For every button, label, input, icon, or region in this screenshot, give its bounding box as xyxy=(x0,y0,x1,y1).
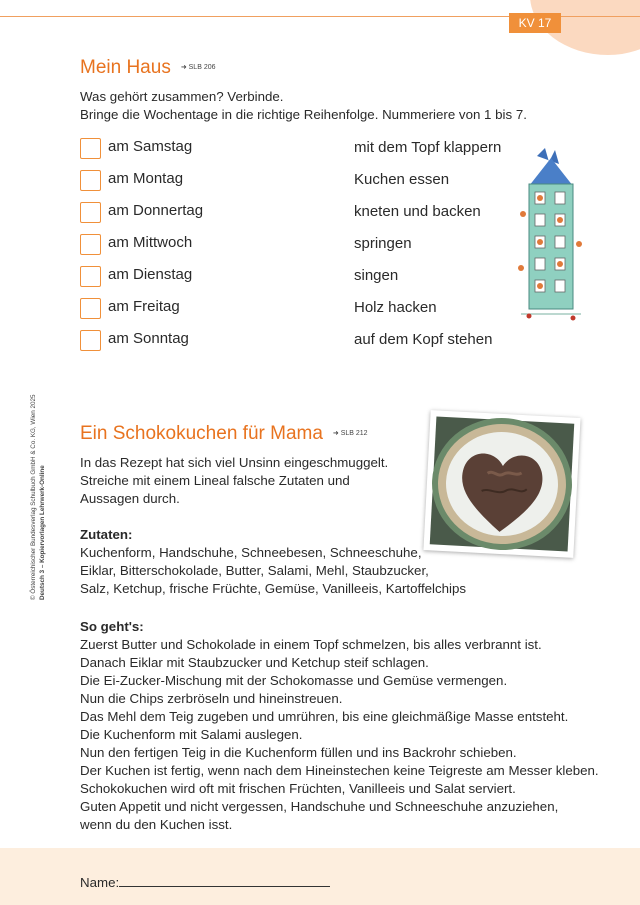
number-checkbox[interactable] xyxy=(80,234,101,255)
step-line: Nun den fertigen Teig in die Kuchenform füllen und ins Backrohr schieben. xyxy=(80,745,517,760)
step-line: Die Ei-Zucker-Mischung mit der Schokomasse und Gemüse vermengen. xyxy=(80,673,508,688)
intro-line: In das Rezept hat sich viel Unsinn eingeschmuggelt. xyxy=(80,455,389,470)
copyright-sidebar xyxy=(30,394,47,600)
cake-photo-image xyxy=(423,410,580,558)
number-checkbox[interactable] xyxy=(80,170,101,191)
instruction-2: Bringe die Wochentage in die richtige Reihenfolge. Nummeriere von 1 bis 7. xyxy=(80,107,527,122)
number-checkbox[interactable] xyxy=(80,138,101,159)
step-line: Guten Appetit und nicht vergessen, Handschuhe und Schneeschuhe anzuziehen, xyxy=(80,799,559,814)
day-label: am Samstag xyxy=(108,138,193,155)
activity-label: auf dem Kopf stehen xyxy=(354,331,493,348)
day-label: am Donnertag xyxy=(108,202,204,219)
day-label: am Mittwoch xyxy=(108,234,193,251)
section-title-schokokuchen xyxy=(80,423,368,445)
copyright-text: © Österreichischer Bundesverlag Schulbuch GmbH & Co. KG, Wien 2025 xyxy=(30,394,37,600)
header-rule xyxy=(0,16,505,17)
activity-label: Holz hacken xyxy=(354,299,437,316)
ingredients-line: Salz, Ketchup, frische Früchte, Gemüse, Vanilleeis, Kartoffelchips xyxy=(80,581,467,596)
reference-label: ➜ SLB 206 xyxy=(180,64,216,71)
step-line: Der Kuchen ist fertig, wenn nach dem Hineinstechen keine Teigreste am Messer kleben. xyxy=(80,763,599,778)
day-label: am Sonntag xyxy=(108,330,189,347)
activity-label: mit dem Topf klappern xyxy=(354,139,502,156)
steps-heading: So geht's: xyxy=(80,619,144,634)
number-checkbox[interactable] xyxy=(80,266,101,287)
section-title-text: Mein Haus xyxy=(80,57,171,78)
reference-label: ➜ SLB 212 xyxy=(332,430,368,437)
activity-label: Kuchen essen xyxy=(354,171,450,188)
intro-line: Streiche mit einem Lineal falsche Zutaten und xyxy=(80,473,350,488)
number-checkbox[interactable] xyxy=(80,298,101,319)
step-line: Das Mehl dem Teig zugeben und umrühren, bis eine gleichmäßige Masse entsteht. xyxy=(80,709,569,724)
name-label: Name: xyxy=(80,875,120,890)
ingredients-line: Eiklar, Bitterschokolade, Butter, Salami, Mehl, Staubzucker, xyxy=(80,563,429,578)
cake-photo xyxy=(423,410,580,558)
instruction-1: Was gehört zusammen? Verbinde. xyxy=(80,89,284,104)
section-title-mein-haus xyxy=(80,57,216,79)
step-line: Danach Eiklar mit Staubzucker und Ketchup steif schlagen. xyxy=(80,655,429,670)
ingredients-line: Kuchenform, Handschuhe, Schneebesen, Schneeschuhe, xyxy=(80,545,422,560)
ingredients-heading: Zutaten: xyxy=(80,527,133,542)
section-title-text: Ein Schokokuchen für Mama xyxy=(80,423,323,444)
activity-label: singen xyxy=(354,267,399,284)
day-label: am Freitag xyxy=(108,298,180,315)
activity-label: springen xyxy=(354,235,412,252)
day-label: am Montag xyxy=(108,170,184,187)
step-line: Schokokuchen wird oft mit frischen Früchten, Vanilleeis und Salat serviert. xyxy=(80,781,516,796)
step-line: Nun die Chips zerbröseln und hineinstreuen. xyxy=(80,691,343,706)
step-line: Die Kuchenform mit Salami auslegen. xyxy=(80,727,303,742)
number-checkbox[interactable] xyxy=(80,330,101,351)
step-line: wenn du den Kuchen isst. xyxy=(80,817,233,832)
book-title: Deutsch 3 – Kopiervorlagen Lehrwerk-Online xyxy=(38,465,46,600)
intro-line: Aussagen durch. xyxy=(80,491,180,506)
activity-label: kneten und backen xyxy=(354,203,481,220)
number-checkbox[interactable] xyxy=(80,202,101,223)
worksheet-badge: KV 17 xyxy=(509,13,561,33)
name-field-line[interactable] xyxy=(119,886,330,887)
house-illustration xyxy=(515,148,587,323)
day-label: am Dienstag xyxy=(108,266,193,283)
step-line: Zuerst Butter und Schokolade in einem Topf schmelzen, bis alles verbrannt ist. xyxy=(80,637,542,652)
